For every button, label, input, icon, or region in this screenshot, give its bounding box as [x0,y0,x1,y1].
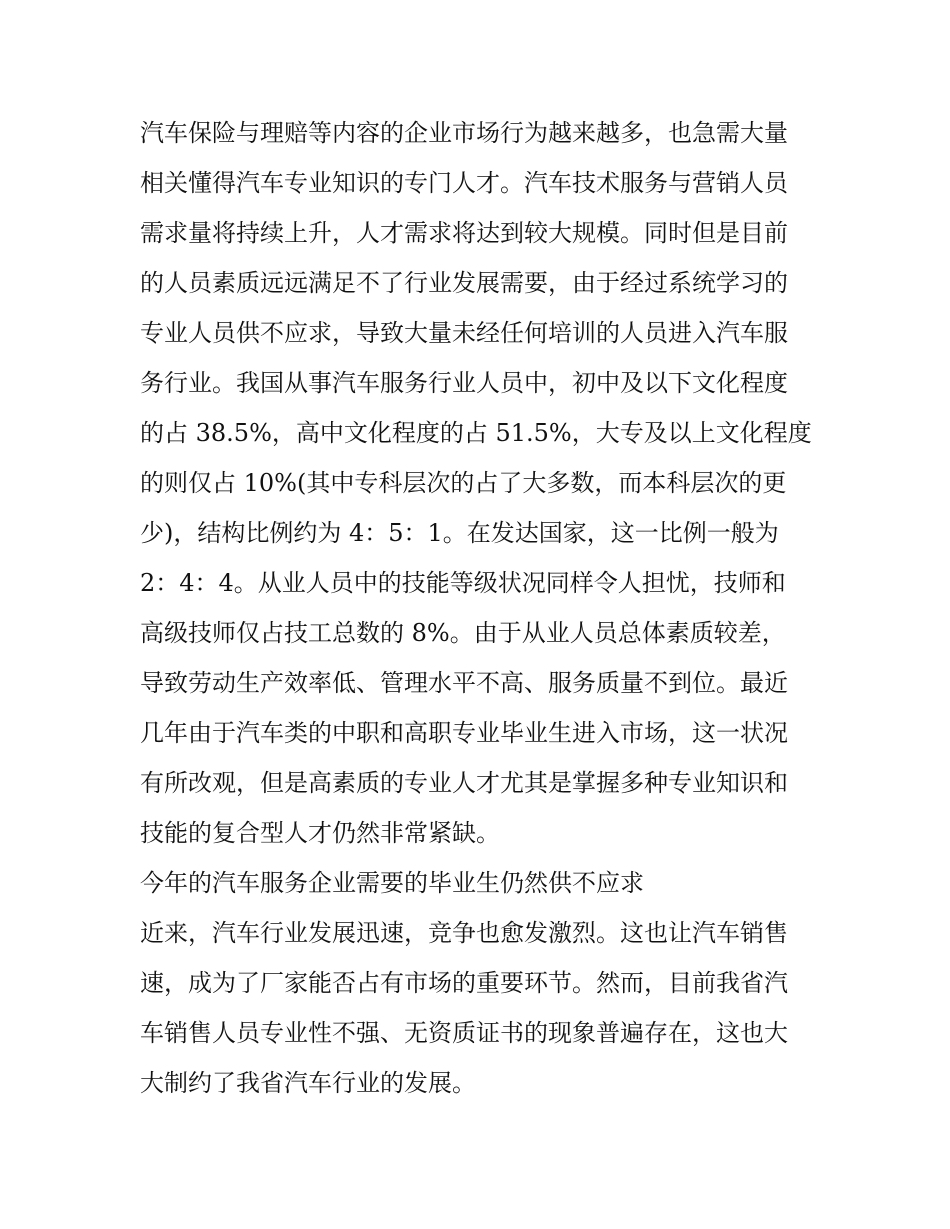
text-line: 的则仅占 10%(其中专科层次的占了大多数，而本科层次的更 [140,469,787,497]
text-line: 高级技师仅占技工总数的 8%。由于从业人员总体素质较差， [140,619,786,647]
text-line: 2：4：4。从业人员中的技能等级状况同样令人担忧，技师和 [140,569,786,597]
text-line: 的占 38.5%，高中文化程度的占 51.5%，大专及以上文化程度 [140,419,812,447]
section-heading: 今年的汽车服务企业需要的毕业生仍然供不应求 [140,869,644,897]
text-line: 少)，结构比例约为 4：5：1。在发达国家，这一比例一般为 [140,519,779,547]
text-line: 汽车保险与理赔等内容的企业市场行为越来越多，也急需大量 [140,119,788,147]
text-line: 速，成为了厂家能否占有市场的重要环节。然而，目前我省汽 [140,969,788,997]
paragraph-1 [140,108,812,858]
text-line: 务行业。我国从事汽车服务行业人员中，初中及以下文化程度 [140,369,788,397]
text-line: 技能的复合型人才仍然非常紧缺。 [140,819,500,847]
text-line: 的人员素质远远满足不了行业发展需要，由于经过系统学习的 [140,269,788,297]
text-line: 几年由于汽车类的中职和高职专业毕业生进入市场，这一状况 [140,719,788,747]
text-line: 近来，汽车行业发展迅速，竞争也愈发激烈。这也让汽车销售 [140,919,788,947]
paragraph-2 [140,908,812,1108]
text-line: 专业人员供不应求，导致大量未经任何培训的人员进入汽车服 [140,319,788,347]
text-line: 相关懂得汽车专业知识的专门人才。汽车技术服务与营销人员 [140,169,788,197]
text-line: 车销售人员专业性不强、无资质证书的现象普遍存在，这也大 [140,1019,788,1047]
document-body [140,108,812,1108]
text-line: 导致劳动生产效率低、管理水平不高、服务质量不到位。最近 [140,669,788,697]
text-line: 大制约了我省汽车行业的发展。 [140,1069,476,1097]
text-line: 有所改观，但是高素质的专业人才尤其是掌握多种专业知识和 [140,769,788,797]
text-line: 需求量将持续上升，人才需求将达到较大规模。同时但是目前 [140,219,788,247]
